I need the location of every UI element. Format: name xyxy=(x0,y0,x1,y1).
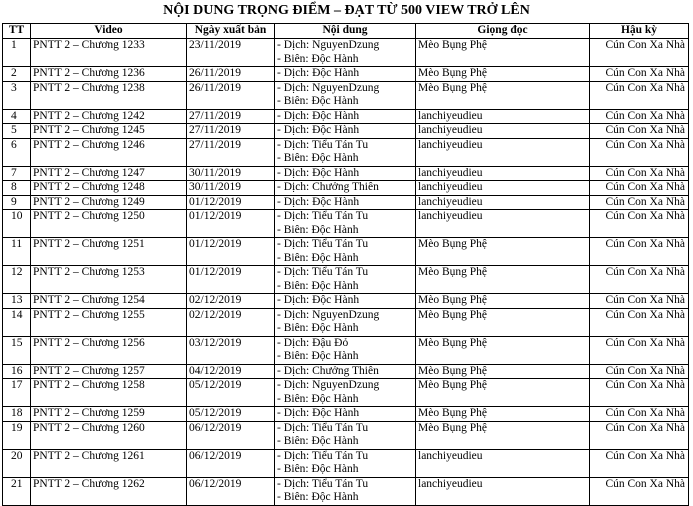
cell-content xyxy=(275,81,416,109)
table-row xyxy=(3,449,689,477)
table-header-row xyxy=(3,24,689,39)
cell-post: Cún Con Xa Nhà xyxy=(590,238,689,266)
cell-video: PNTT 2 – Chương 1249 xyxy=(31,195,187,210)
cell-video: PNTT 2 – Chương 1262 xyxy=(31,477,187,505)
cell-date: 04/12/2019 xyxy=(187,364,275,379)
cell-video: PNTT 2 – Chương 1250 xyxy=(31,210,187,238)
cell-content xyxy=(275,449,416,477)
header-post: Hậu kỳ xyxy=(590,24,689,39)
cell-post: Cún Con Xa Nhà xyxy=(590,407,689,422)
cell-video: PNTT 2 – Chương 1245 xyxy=(31,124,187,139)
table-row xyxy=(3,477,689,505)
cell-date: 27/11/2019 xyxy=(187,138,275,166)
cell-tt: 15 xyxy=(3,336,31,364)
cell-date: 01/12/2019 xyxy=(187,266,275,294)
content-line: - Biên: Độc Hành xyxy=(277,392,359,405)
content-line: - Dịch: Tiểu Tán Tu xyxy=(277,138,369,151)
content-line: - Biên: Độc Hành xyxy=(277,463,359,475)
cell-content xyxy=(275,238,416,266)
cell-content xyxy=(275,181,416,196)
content-line: - Dịch: Chưởng Thiên xyxy=(277,181,379,193)
cell-tt: 18 xyxy=(3,407,31,422)
cell-date: 27/11/2019 xyxy=(187,109,275,124)
cell-video: PNTT 2 – Chương 1236 xyxy=(31,67,187,82)
table-row xyxy=(3,294,689,309)
content-line: - Biên: Độc Hành xyxy=(277,223,359,236)
cell-voice: Mèo Bụng Phệ xyxy=(416,238,590,266)
table-row xyxy=(3,336,689,364)
cell-content xyxy=(275,195,416,210)
cell-video: PNTT 2 – Chương 1256 xyxy=(31,336,187,364)
content-line: - Dịch: NguyenDzung xyxy=(277,379,380,391)
cell-content xyxy=(275,294,416,309)
cell-tt: 3 xyxy=(3,81,31,109)
cell-date: 01/12/2019 xyxy=(187,238,275,266)
content-line: - Dịch: Độc Hành xyxy=(277,124,360,136)
cell-voice: lanchiyeudieu xyxy=(416,166,590,181)
content-line: - Biên: Độc Hành xyxy=(277,322,359,334)
cell-video: PNTT 2 – Chương 1246 xyxy=(31,138,187,166)
cell-date: 27/11/2019 xyxy=(187,124,275,139)
cell-date: 06/12/2019 xyxy=(187,421,275,449)
cell-voice: Mèo Bụng Phệ xyxy=(416,266,590,294)
cell-date: 05/12/2019 xyxy=(187,379,275,407)
cell-post: Cún Con Xa Nhà xyxy=(590,138,689,166)
header-voice: Giọng đọc xyxy=(416,24,590,39)
cell-tt: 13 xyxy=(3,294,31,309)
cell-video: PNTT 2 – Chương 1233 xyxy=(31,39,187,67)
cell-content xyxy=(275,308,416,336)
cell-date: 30/11/2019 xyxy=(187,166,275,181)
content-line: - Dịch: Tiểu Tán Tu xyxy=(277,449,369,462)
cell-content xyxy=(275,421,416,449)
cell-post: Cún Con Xa Nhà xyxy=(590,67,689,82)
cell-voice: Mèo Bụng Phệ xyxy=(416,379,590,407)
content-line: - Dịch: NguyenDzung xyxy=(277,308,380,321)
cell-content xyxy=(275,407,416,422)
cell-voice: Mèo Bụng Phệ xyxy=(416,81,590,109)
cell-tt: 11 xyxy=(3,238,31,266)
cell-video: PNTT 2 – Chương 1247 xyxy=(31,166,187,181)
cell-content xyxy=(275,379,416,407)
content-line: - Biên: Độc Hành xyxy=(277,350,359,362)
cell-video: PNTT 2 – Chương 1253 xyxy=(31,266,187,294)
table-row xyxy=(3,379,689,407)
cell-voice: lanchiyeudieu xyxy=(416,477,590,505)
cell-date: 01/12/2019 xyxy=(187,195,275,210)
cell-post: Cún Con Xa Nhà xyxy=(590,308,689,336)
cell-post: Cún Con Xa Nhà xyxy=(590,39,689,67)
table-row xyxy=(3,39,689,67)
cell-post: Cún Con Xa Nhà xyxy=(590,336,689,364)
header-content: Nội dung xyxy=(275,24,416,39)
cell-tt: 12 xyxy=(3,266,31,294)
cell-post: Cún Con Xa Nhà xyxy=(590,210,689,238)
table-row xyxy=(3,364,689,379)
cell-content xyxy=(275,124,416,139)
content-line: - Dịch: Độc Hành xyxy=(277,407,360,419)
cell-tt: 8 xyxy=(3,181,31,196)
content-line: - Dịch: Độc Hành xyxy=(277,67,360,79)
cell-post: Cún Con Xa Nhà xyxy=(590,449,689,477)
cell-date: 23/11/2019 xyxy=(187,39,275,67)
cell-voice: Mèo Bụng Phệ xyxy=(416,308,590,336)
cell-tt: 5 xyxy=(3,124,31,139)
cell-date: 06/12/2019 xyxy=(187,449,275,477)
cell-voice: Mèo Bụng Phệ xyxy=(416,67,590,82)
cell-post: Cún Con Xa Nhà xyxy=(590,181,689,196)
cell-date: 26/11/2019 xyxy=(187,67,275,82)
table-row xyxy=(3,138,689,166)
cell-voice: Mèo Bụng Phệ xyxy=(416,364,590,379)
cell-voice: Mèo Bụng Phệ xyxy=(416,421,590,449)
cell-content xyxy=(275,266,416,294)
cell-content xyxy=(275,477,416,505)
cell-tt: 16 xyxy=(3,364,31,379)
page-title: NỘI DUNG TRỌNG ĐIỂM – ĐẠT TỪ 500 VIEW TRỞ LÊN xyxy=(163,3,530,18)
content-table xyxy=(2,23,689,506)
cell-tt: 1 xyxy=(3,39,31,67)
cell-tt: 9 xyxy=(3,195,31,210)
content-line: - Dịch: Độc Hành xyxy=(277,294,360,306)
content-line: - Dịch: Độc Hành xyxy=(277,109,360,122)
cell-voice: lanchiyeudieu xyxy=(416,449,590,477)
cell-date: 01/12/2019 xyxy=(187,210,275,238)
content-line: - Biên: Độc Hành xyxy=(277,251,359,264)
cell-content xyxy=(275,210,416,238)
content-line: - Dịch: Độc Hành xyxy=(277,166,360,179)
cell-video: PNTT 2 – Chương 1254 xyxy=(31,294,187,309)
table-row xyxy=(3,109,689,124)
cell-video: PNTT 2 – Chương 1242 xyxy=(31,109,187,124)
cell-content xyxy=(275,336,416,364)
header-date: Ngày xuất bản xyxy=(187,24,275,39)
content-line: - Dịch: Chưởng Thiên xyxy=(277,364,379,377)
cell-voice: lanchiyeudieu xyxy=(416,195,590,210)
content-line: - Biên: Độc Hành xyxy=(277,279,359,292)
table-row xyxy=(3,181,689,196)
cell-date: 06/12/2019 xyxy=(187,477,275,505)
cell-date: 05/12/2019 xyxy=(187,407,275,422)
cell-voice: lanchiyeudieu xyxy=(416,210,590,238)
table-row xyxy=(3,124,689,139)
cell-video: PNTT 2 – Chương 1261 xyxy=(31,449,187,477)
cell-post: Cún Con Xa Nhà xyxy=(590,166,689,181)
content-line: - Biên: Độc Hành xyxy=(277,152,359,164)
cell-post: Cún Con Xa Nhà xyxy=(590,421,689,449)
cell-content xyxy=(275,364,416,379)
cell-tt: 6 xyxy=(3,138,31,166)
cell-video: PNTT 2 – Chương 1251 xyxy=(31,238,187,266)
cell-tt: 14 xyxy=(3,308,31,336)
content-line: - Biên: Độc Hành xyxy=(277,435,359,447)
cell-tt: 17 xyxy=(3,379,31,407)
cell-tt: 19 xyxy=(3,421,31,449)
content-line: - Biên: Độc Hành xyxy=(277,95,359,107)
content-line: - Biên: Độc Hành xyxy=(277,52,359,65)
content-line: - Dịch: Tiểu Tán Tu xyxy=(277,266,369,278)
cell-video: PNTT 2 – Chương 1257 xyxy=(31,364,187,379)
cell-post: Cún Con Xa Nhà xyxy=(590,477,689,505)
cell-post: Cún Con Xa Nhà xyxy=(590,379,689,407)
cell-post: Cún Con Xa Nhà xyxy=(590,81,689,109)
table-row xyxy=(3,210,689,238)
cell-post: Cún Con Xa Nhà xyxy=(590,124,689,139)
cell-post: Cún Con Xa Nhà xyxy=(590,266,689,294)
content-line: - Dịch: Tiểu Tán Tu xyxy=(277,238,369,250)
cell-voice: Mèo Bụng Phệ xyxy=(416,294,590,309)
cell-tt: 7 xyxy=(3,166,31,181)
content-line: - Dịch: NguyenDzung xyxy=(277,39,380,51)
cell-post: Cún Con Xa Nhà xyxy=(590,364,689,379)
cell-content xyxy=(275,109,416,124)
table-row xyxy=(3,421,689,449)
cell-post: Cún Con Xa Nhà xyxy=(590,294,689,309)
cell-voice: lanchiyeudieu xyxy=(416,109,590,124)
cell-video: PNTT 2 – Chương 1255 xyxy=(31,308,187,336)
cell-video: PNTT 2 – Chương 1260 xyxy=(31,421,187,449)
cell-tt: 21 xyxy=(3,477,31,505)
table-row xyxy=(3,308,689,336)
cell-voice: Mèo Bụng Phệ xyxy=(416,336,590,364)
cell-content xyxy=(275,138,416,166)
cell-video: PNTT 2 – Chương 1238 xyxy=(31,81,187,109)
content-line: - Dịch: Tiểu Tán Tu xyxy=(277,210,369,222)
cell-date: 02/12/2019 xyxy=(187,294,275,309)
table-row xyxy=(3,81,689,109)
content-line: - Dịch: Tiểu Tán Tu xyxy=(277,477,369,490)
cell-date: 26/11/2019 xyxy=(187,81,275,109)
cell-content xyxy=(275,67,416,82)
cell-video: PNTT 2 – Chương 1248 xyxy=(31,181,187,196)
cell-voice: Mèo Bụng Phệ xyxy=(416,407,590,422)
table-row xyxy=(3,238,689,266)
cell-post: Cún Con Xa Nhà xyxy=(590,195,689,210)
cell-content xyxy=(275,166,416,181)
table-row xyxy=(3,266,689,294)
cell-tt: 2 xyxy=(3,67,31,82)
cell-voice: lanchiyeudieu xyxy=(416,138,590,166)
content-line: - Biên: Độc Hành xyxy=(277,491,359,503)
content-line: - Dịch: Độc Hành xyxy=(277,195,360,208)
table-row xyxy=(3,407,689,422)
cell-date: 03/12/2019 xyxy=(187,336,275,364)
cell-date: 30/11/2019 xyxy=(187,181,275,196)
table-row xyxy=(3,67,689,82)
header-video: Video xyxy=(31,24,187,39)
content-line: - Dịch: Đậu Đỏ xyxy=(277,336,349,349)
cell-tt: 4 xyxy=(3,109,31,124)
cell-voice: lanchiyeudieu xyxy=(416,124,590,139)
cell-video: PNTT 2 – Chương 1259 xyxy=(31,407,187,422)
cell-date: 02/12/2019 xyxy=(187,308,275,336)
content-line: - Dịch: NguyenDzung xyxy=(277,81,380,94)
cell-video: PNTT 2 – Chương 1258 xyxy=(31,379,187,407)
table-row xyxy=(3,195,689,210)
content-line: - Dịch: Tiểu Tán Tu xyxy=(277,421,369,434)
cell-tt: 10 xyxy=(3,210,31,238)
header-tt: TT xyxy=(3,24,31,39)
table-row xyxy=(3,166,689,181)
cell-voice: Mèo Bụng Phệ xyxy=(416,39,590,67)
cell-post: Cún Con Xa Nhà xyxy=(590,109,689,124)
cell-content xyxy=(275,39,416,67)
cell-voice: lanchiyeudieu xyxy=(416,181,590,196)
cell-tt: 20 xyxy=(3,449,31,477)
